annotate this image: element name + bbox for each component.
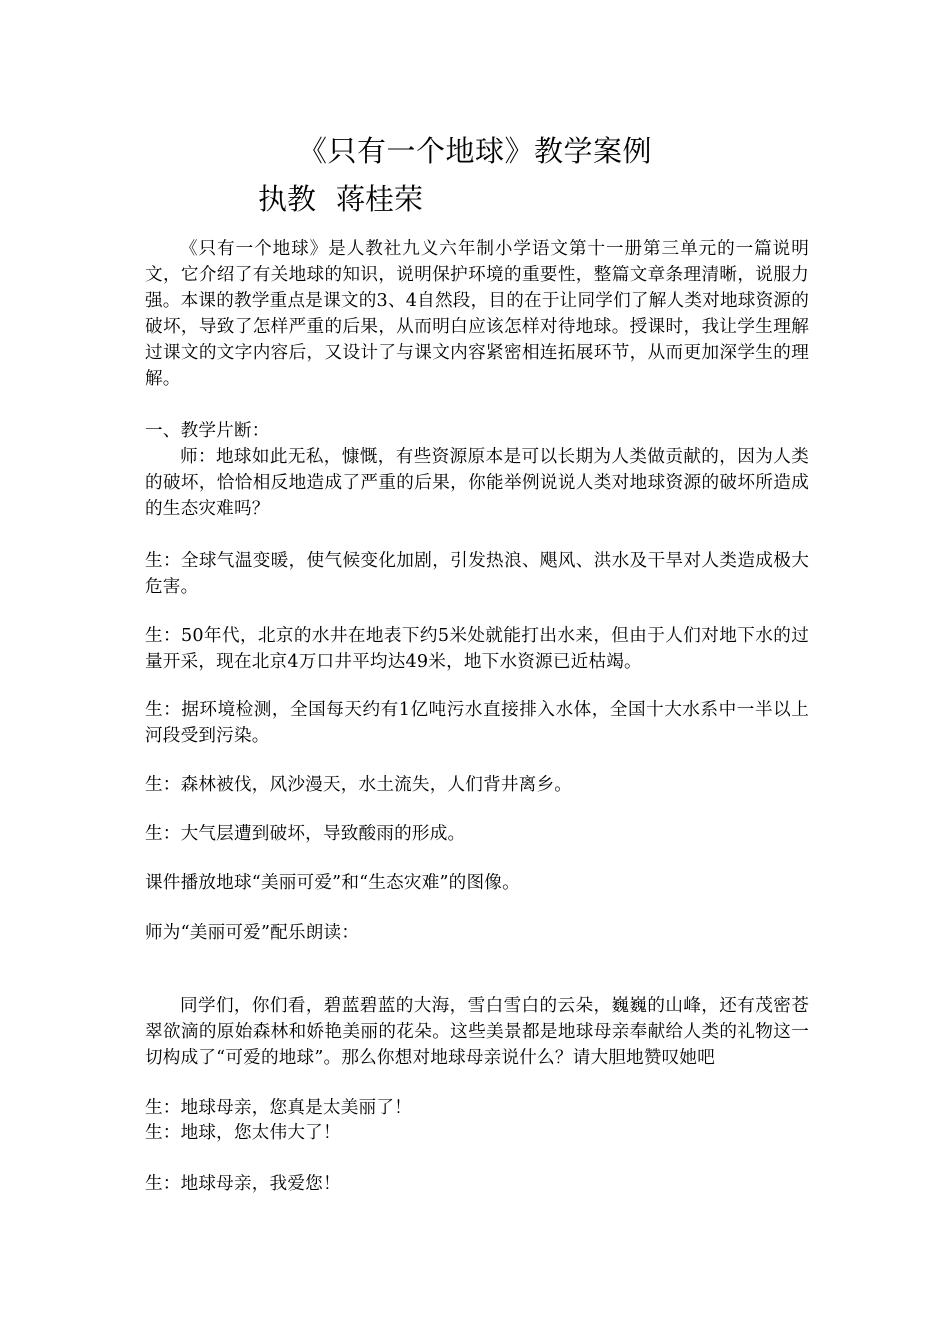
author-name: 蒋桂荣: [336, 182, 424, 216]
reading-passage: 同学们，你们看，碧蓝碧蓝的大海，雪白雪白的云朵，巍巍的山峰，还有茂密苍翠欲滴的原始森林和娇艳美丽的花朵。这些美景都是地球母亲奉献给人类的礼物这一切构成了“可爱的地球”。那么你想对地球母亲说什么？请大胆地赞叹她吧: [145, 996, 809, 1068]
student-answer-3: 生：据环境检测，全国每天约有1亿吨污水直接排入水体，全国十大水系中一半以上河段受到污染。: [145, 700, 809, 746]
author-line: [258, 180, 423, 218]
student-answer-5: 生：大气层遭到破坏，导致酸雨的形成。: [145, 824, 466, 844]
student-answer-6: 生：地球母亲，您真是太美丽了！: [145, 1098, 412, 1118]
author-label: 执教: [258, 182, 317, 216]
teacher-reads-line: 师为“美丽可爱”配乐朗读：: [145, 923, 360, 943]
courseware-note: 课件播放地球“美丽可爱”和“生态灾难”的图像。: [145, 873, 520, 893]
student-answer-8: 生：地球母亲，我爱您！: [145, 1174, 341, 1194]
student-answer-7: 生：地球，您太伟大了！: [145, 1123, 341, 1143]
student-answer-4: 生：森林被伐，风沙漫天，水土流失，人们背井离乡。: [145, 775, 573, 795]
intro-paragraph: 《只有一个地球》是人教社九义六年制小学语文第十一册第三单元的一篇说明文，它介绍了有关地球的知识，说明保护环境的重要性，整篇文章条理清晰，说服力强。本课的教学重点是课文的3、4自然段，目的在于让同学们了解人类对地球资源的破坏，导致了怎样严重的后果，从而明白应该怎样对待地球。授课时，我让学生理解过课文的文字内容后，又设计了与课文内容紧密相连拓展环节，从而更加深学生的理解。: [145, 239, 809, 389]
student-answer-1: 生：全球气温变暖，使气候变化加剧，引发热浪、飓风、洪水及干旱对人类造成极大危害。: [145, 551, 809, 597]
teacher-question-paragraph: 师：地球如此无私，慷慨，有些资源原本是可以长期为人类做贡献的，因为人类的破坏，恰恰相反地造成了严重的后果，你能举例说说人类对地球资源的破坏所造成的生态灾难吗？: [145, 447, 809, 519]
student-answer-2: 生：50年代，北京的水井在地表下约5米处就能打出水来，但由于人们对地下水的过量开采，现在北京4万口井平均达49米，地下水资源已近枯竭。: [145, 626, 809, 672]
document-title: 《只有一个地球》教学案例: [298, 134, 653, 168]
section-heading: 一、教学片断：: [145, 421, 270, 441]
